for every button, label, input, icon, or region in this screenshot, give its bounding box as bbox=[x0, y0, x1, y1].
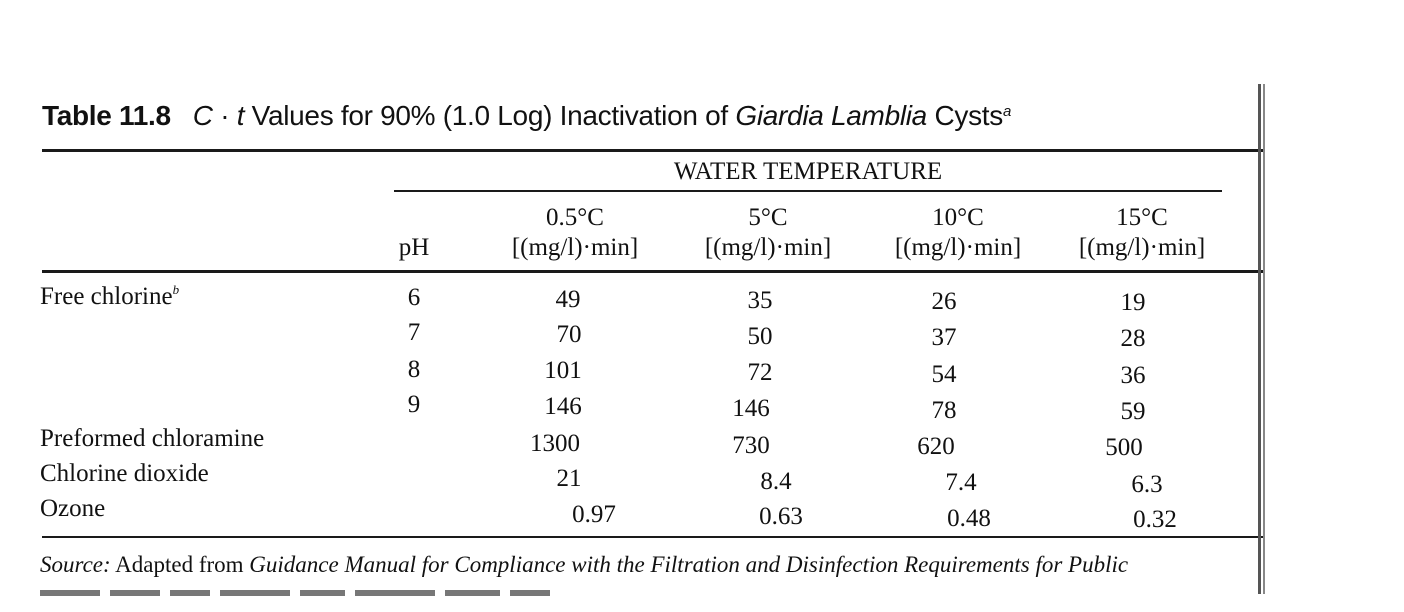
value-cell: 6.3 bbox=[1131, 471, 1163, 498]
col-temp: 5°C bbox=[748, 204, 788, 231]
header-rule bbox=[42, 270, 1264, 273]
value-cell: 70 bbox=[556, 321, 582, 348]
value-cell: 49 bbox=[555, 286, 581, 313]
value-cell: 0.63 bbox=[759, 503, 803, 530]
title-mid: Values for 90% (1.0 Log) Inactivation of bbox=[244, 100, 736, 131]
bottom-rule bbox=[42, 536, 1264, 538]
row-label-chlorine-dioxide: Chlorine dioxide bbox=[40, 460, 209, 487]
source-reference: Guidance Manual for Compliance with the Filtration and Disinfection Requirements for Public bbox=[249, 552, 1129, 577]
title-t: t bbox=[236, 100, 245, 131]
col-temp: 10°C bbox=[932, 204, 984, 231]
col-temp: 15°C bbox=[1116, 204, 1168, 231]
group-header: WATER TEMPERATURE bbox=[673, 158, 943, 185]
col-temp: 0.5°C bbox=[546, 204, 604, 231]
value-cell: 36 bbox=[1120, 362, 1146, 389]
table-number: Table 11.8 bbox=[42, 100, 171, 131]
value-cell: 26 bbox=[931, 288, 957, 315]
ph-header: pH bbox=[398, 234, 430, 261]
value-cell: 72 bbox=[747, 359, 773, 386]
row-label-free-chlorine bbox=[40, 282, 179, 311]
col-unit: [(mg/l)·min] bbox=[894, 234, 1022, 261]
value-cell: 78 bbox=[931, 397, 957, 424]
value-cell: 0.97 bbox=[572, 501, 616, 528]
col-header-2 bbox=[895, 203, 1021, 263]
ph-cell: 7 bbox=[407, 319, 421, 346]
top-rule bbox=[42, 149, 1264, 152]
value-cell: 28 bbox=[1120, 325, 1146, 352]
value-cell: 59 bbox=[1120, 398, 1146, 425]
col-header-3 bbox=[1079, 203, 1205, 263]
title-c: C bbox=[192, 100, 213, 131]
source-adapted: Adapted from bbox=[110, 552, 250, 577]
col-unit: [(mg/l)·min] bbox=[704, 234, 832, 261]
value-cell: 8.4 bbox=[760, 468, 792, 495]
binding-edge bbox=[1258, 84, 1261, 594]
col-header-1 bbox=[705, 203, 831, 263]
value-cell: 730 bbox=[732, 432, 770, 459]
ph-cell: 9 bbox=[407, 391, 421, 418]
value-cell: 35 bbox=[747, 287, 773, 314]
row-label-ozone: Ozone bbox=[40, 495, 106, 522]
value-cell: 101 bbox=[544, 357, 582, 384]
value-cell: 620 bbox=[917, 433, 955, 460]
value-cell: 0.48 bbox=[947, 505, 991, 532]
title-tail: Cysts bbox=[926, 100, 1003, 131]
value-cell: 21 bbox=[556, 465, 582, 492]
col-header-0 bbox=[512, 203, 638, 263]
source-note bbox=[40, 552, 1128, 578]
cut-off-text-line bbox=[40, 586, 660, 600]
col-unit: [(mg/l)·min] bbox=[1078, 234, 1206, 261]
value-cell: 1300 bbox=[530, 430, 580, 457]
title-organism: Giardia Lamblia bbox=[735, 100, 927, 131]
value-cell: 19 bbox=[1120, 289, 1146, 316]
table-caption bbox=[42, 100, 1011, 132]
value-cell: 146 bbox=[544, 393, 582, 420]
value-cell: 7.4 bbox=[945, 469, 977, 496]
binding-edge-2 bbox=[1263, 84, 1265, 594]
value-cell: 50 bbox=[747, 323, 773, 350]
row-label-preformed-chloramine: Preformed chloramine bbox=[40, 425, 265, 452]
row-footnote-marker: b bbox=[172, 282, 180, 297]
value-cell: 37 bbox=[931, 324, 957, 351]
value-cell: 54 bbox=[931, 361, 957, 388]
value-cell: 146 bbox=[732, 395, 770, 422]
title-dot: · bbox=[212, 100, 237, 131]
title-footnote-marker: a bbox=[1002, 103, 1011, 120]
row-label-text: Free chlorine bbox=[40, 283, 173, 310]
ph-cell: 6 bbox=[407, 284, 421, 311]
group-rule bbox=[394, 190, 1222, 192]
source-lead: Source: bbox=[40, 552, 111, 577]
ph-cell: 8 bbox=[407, 356, 421, 383]
value-cell: 0.32 bbox=[1133, 506, 1177, 533]
value-cell: 500 bbox=[1105, 434, 1143, 461]
col-unit: [(mg/l)·min] bbox=[511, 234, 639, 261]
